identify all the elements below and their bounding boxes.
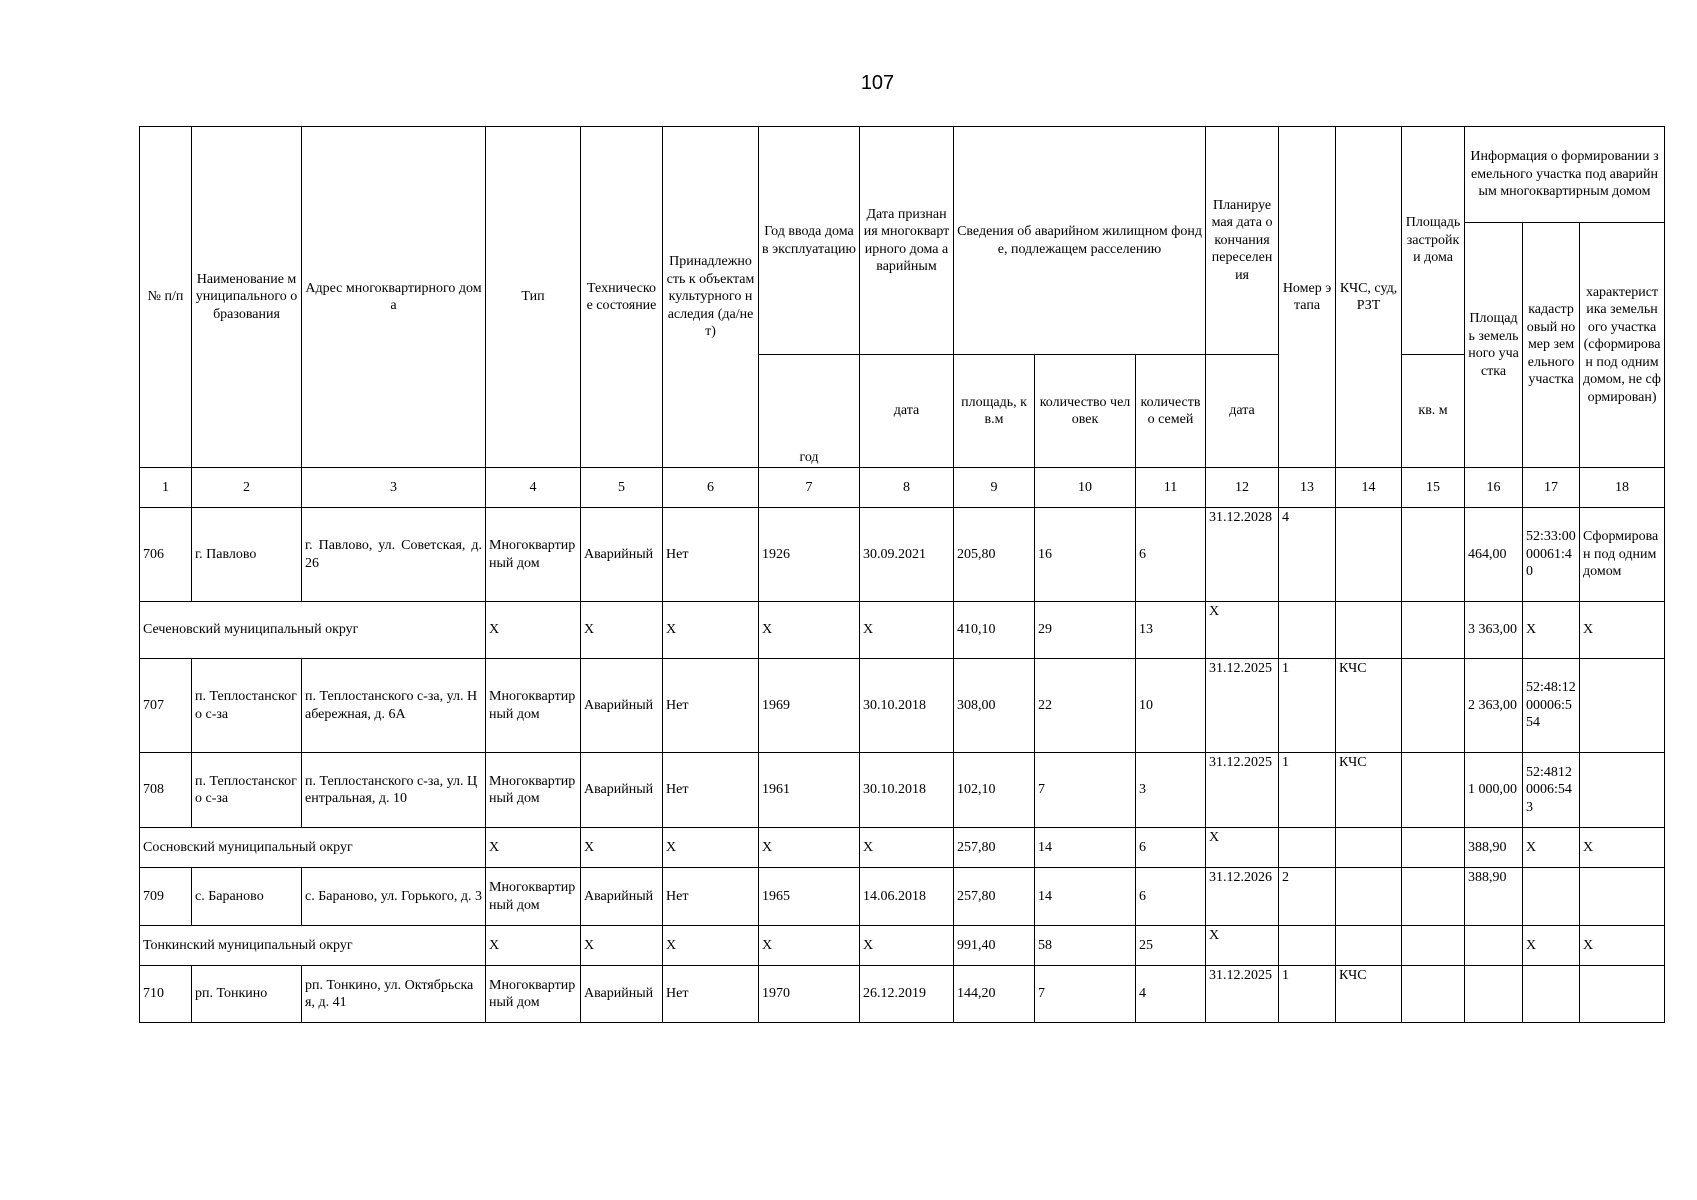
resettlement-date-cell: 31.12.2028 [1206, 508, 1279, 602]
families-cell: 3 [1136, 753, 1206, 828]
kchs-cell [1336, 508, 1402, 602]
recognition-date-cell: 14.06.2018 [860, 868, 954, 926]
recognition-date-cell: 30.10.2018 [860, 659, 954, 753]
header-subcell: дата [860, 355, 954, 468]
recognition-date-cell: 30.09.2021 [860, 508, 954, 602]
summary-cell: X [486, 926, 581, 966]
header-subcell: количество семей [1136, 355, 1206, 468]
land-area-cell: 2 363,00 [1465, 659, 1523, 753]
table-row [140, 753, 1665, 828]
building-area-cell [1402, 753, 1465, 828]
summary-cell: X [860, 828, 954, 868]
summary-cell: X [1523, 828, 1580, 868]
header-subcell: год [759, 355, 860, 468]
header-subcell: количество человек [1035, 355, 1136, 468]
land-area-cell: 1 000,00 [1465, 753, 1523, 828]
resettlement-date-cell: 31.12.2025 [1206, 659, 1279, 753]
area-cell: 205,80 [954, 508, 1035, 602]
summary-families-cell: 13 [1136, 602, 1206, 659]
row-number: 709 [140, 868, 192, 926]
summary-cell: X [1206, 828, 1279, 868]
year-cell: 1926 [759, 508, 860, 602]
district-summary-label: Сеченовский муниципальный округ [140, 602, 486, 659]
summary-row [140, 926, 1665, 966]
column-number: 18 [1580, 468, 1665, 508]
people-cell: 16 [1035, 508, 1136, 602]
summary-land-area-cell: 388,90 [1465, 828, 1523, 868]
summary-cell: X [581, 602, 663, 659]
column-number: 3 [302, 468, 486, 508]
summary-cell [1279, 926, 1336, 966]
column-number: 11 [1136, 468, 1206, 508]
column-number: 9 [954, 468, 1035, 508]
stage-cell: 4 [1279, 508, 1336, 602]
cadastral-number-cell: 52:33:0000061:40 [1523, 508, 1580, 602]
heritage-cell: Нет [663, 966, 759, 1023]
header-cell: Адрес многоквартирного дома [302, 127, 486, 468]
header-cell: кадастровый номер земельного участка [1523, 223, 1580, 468]
summary-people-cell: 29 [1035, 602, 1136, 659]
row-number: 710 [140, 966, 192, 1023]
condition-cell: Аварийный [581, 659, 663, 753]
column-number: 15 [1402, 468, 1465, 508]
type-cell: Многоквартирный дом [486, 508, 581, 602]
cadastral-number-cell [1523, 868, 1580, 926]
summary-cell: X [759, 602, 860, 659]
people-cell: 7 [1035, 966, 1136, 1023]
summary-cell: X [1206, 602, 1279, 659]
stage-cell: 1 [1279, 659, 1336, 753]
column-number: 16 [1465, 468, 1523, 508]
type-cell: Многоквартирный дом [486, 659, 581, 753]
families-cell: 4 [1136, 966, 1206, 1023]
summary-cell [1402, 828, 1465, 868]
header-subcell: кв. м [1402, 355, 1465, 468]
table-header-row [140, 127, 1665, 223]
address-cell: г. Павлово, ул. Советская, д. 26 [302, 508, 486, 602]
column-number: 4 [486, 468, 581, 508]
summary-families-cell: 25 [1136, 926, 1206, 966]
header-cell: № п/п [140, 127, 192, 468]
municipality-cell: п. Теплостанского с-за [192, 659, 302, 753]
header-cell: КЧС, суд, РЗТ [1336, 127, 1402, 468]
summary-land-area-cell [1465, 926, 1523, 966]
summary-people-cell: 58 [1035, 926, 1136, 966]
header-cell: характеристика земельного участка (сформирован под одним домом, не сформирован) [1580, 223, 1665, 468]
land-status-cell [1580, 659, 1665, 753]
kchs-cell: КЧС [1336, 659, 1402, 753]
land-area-cell [1465, 966, 1523, 1023]
header-cell: Принадлежность к объектам культурного наследия (да/нет) [663, 127, 759, 468]
land-status-cell: Сформирован под одним домом [1580, 508, 1665, 602]
row-number: 707 [140, 659, 192, 753]
area-cell: 144,20 [954, 966, 1035, 1023]
column-number: 6 [663, 468, 759, 508]
summary-cell: X [1523, 602, 1580, 659]
summary-row [140, 602, 1665, 659]
summary-cell [1402, 926, 1465, 966]
kchs-cell: КЧС [1336, 966, 1402, 1023]
summary-people-cell: 14 [1035, 828, 1136, 868]
district-summary-label: Тонкинский муниципальный округ [140, 926, 486, 966]
summary-cell: X [663, 828, 759, 868]
table-row [140, 966, 1665, 1023]
resettlement-date-cell: 31.12.2025 [1206, 753, 1279, 828]
header-cell: Площадь застройки дома [1402, 127, 1465, 355]
year-cell: 1965 [759, 868, 860, 926]
heritage-cell: Нет [663, 868, 759, 926]
area-cell: 257,80 [954, 868, 1035, 926]
type-cell: Многоквартирный дом [486, 966, 581, 1023]
summary-cell: X [1580, 926, 1665, 966]
municipality-cell: с. Бараново [192, 868, 302, 926]
families-cell: 6 [1136, 868, 1206, 926]
column-number: 2 [192, 468, 302, 508]
address-cell: п. Теплостанского с-за, ул. Центральная, д. 10 [302, 753, 486, 828]
summary-families-cell: 6 [1136, 828, 1206, 868]
summary-cell: X [1580, 602, 1665, 659]
column-number: 7 [759, 468, 860, 508]
summary-cell: X [759, 926, 860, 966]
summary-cell: X [581, 926, 663, 966]
summary-cell: X [860, 602, 954, 659]
summary-cell: X [860, 926, 954, 966]
column-number: 13 [1279, 468, 1336, 508]
land-area-cell: 464,00 [1465, 508, 1523, 602]
summary-cell: X [663, 926, 759, 966]
emergency-housing-table [139, 126, 1665, 1023]
year-cell: 1961 [759, 753, 860, 828]
recognition-date-cell: 30.10.2018 [860, 753, 954, 828]
heritage-cell: Нет [663, 659, 759, 753]
kchs-cell: КЧС [1336, 753, 1402, 828]
land-area-cell: 388,90 [1465, 868, 1523, 926]
condition-cell: Аварийный [581, 753, 663, 828]
summary-cell [1336, 926, 1402, 966]
summary-row [140, 828, 1665, 868]
condition-cell: Аварийный [581, 508, 663, 602]
municipality-cell: г. Павлово [192, 508, 302, 602]
summary-cell: X [759, 828, 860, 868]
summary-cell: X [1206, 926, 1279, 966]
summary-cell [1336, 602, 1402, 659]
summary-cell [1279, 602, 1336, 659]
land-status-cell [1580, 868, 1665, 926]
summary-cell [1336, 828, 1402, 868]
column-number: 10 [1035, 468, 1136, 508]
area-cell: 102,10 [954, 753, 1035, 828]
people-cell: 22 [1035, 659, 1136, 753]
header-cell: Дата признания многоквартирного дома аварийным [860, 127, 954, 355]
row-number: 706 [140, 508, 192, 602]
type-cell: Многоквартирный дом [486, 868, 581, 926]
header-cell: Тип [486, 127, 581, 468]
header-cell: Номер этапа [1279, 127, 1336, 468]
column-number: 1 [140, 468, 192, 508]
header-subcell: площадь, кв.м [954, 355, 1035, 468]
cadastral-number-cell [1523, 966, 1580, 1023]
column-number: 14 [1336, 468, 1402, 508]
summary-area-cell: 257,80 [954, 828, 1035, 868]
recognition-date-cell: 26.12.2019 [860, 966, 954, 1023]
condition-cell: Аварийный [581, 868, 663, 926]
area-cell: 308,00 [954, 659, 1035, 753]
address-cell: п. Теплостанского с-за, ул. Набережная, д. 6А [302, 659, 486, 753]
column-number: 12 [1206, 468, 1279, 508]
column-number-row [140, 468, 1665, 508]
stage-cell: 1 [1279, 753, 1336, 828]
land-status-cell [1580, 753, 1665, 828]
summary-cell: X [581, 828, 663, 868]
people-cell: 7 [1035, 753, 1136, 828]
summary-cell: X [486, 602, 581, 659]
row-number: 708 [140, 753, 192, 828]
address-cell: с. Бараново, ул. Горького, д. 3 [302, 868, 486, 926]
summary-cell [1402, 602, 1465, 659]
summary-cell: X [1580, 828, 1665, 868]
table-row [140, 508, 1665, 602]
summary-cell: X [1523, 926, 1580, 966]
header-cell: Площадь земельного участка [1465, 223, 1523, 468]
building-area-cell [1402, 966, 1465, 1023]
summary-area-cell: 410,10 [954, 602, 1035, 659]
type-cell: Многоквартирный дом [486, 753, 581, 828]
resettlement-date-cell: 31.12.2026 [1206, 868, 1279, 926]
building-area-cell [1402, 659, 1465, 753]
summary-land-area-cell: 3 363,00 [1465, 602, 1523, 659]
table-row [140, 659, 1665, 753]
building-area-cell [1402, 508, 1465, 602]
summary-cell: X [663, 602, 759, 659]
header-group-cell: Информация о формировании земельного участка под аварийным многоквартирным домом [1465, 127, 1665, 223]
cadastral-number-cell: 52:48120006:543 [1523, 753, 1580, 828]
header-cell: Год ввода дома в эксплуатацию [759, 127, 860, 355]
people-cell: 14 [1035, 868, 1136, 926]
summary-area-cell: 991,40 [954, 926, 1035, 966]
condition-cell: Аварийный [581, 966, 663, 1023]
year-cell: 1969 [759, 659, 860, 753]
cadastral-number-cell: 52:48:1200006:554 [1523, 659, 1580, 753]
kchs-cell [1336, 868, 1402, 926]
header-cell: Наименование муниципального образования [192, 127, 302, 468]
families-cell: 6 [1136, 508, 1206, 602]
column-number: 8 [860, 468, 954, 508]
district-summary-label: Сосновский муниципальный округ [140, 828, 486, 868]
stage-cell: 2 [1279, 868, 1336, 926]
families-cell: 10 [1136, 659, 1206, 753]
summary-cell: X [486, 828, 581, 868]
municipality-cell: п. Теплостанского с-за [192, 753, 302, 828]
header-subcell: дата [1206, 355, 1279, 468]
land-status-cell [1580, 966, 1665, 1023]
stage-cell: 1 [1279, 966, 1336, 1023]
year-cell: 1970 [759, 966, 860, 1023]
header-cell: Планируемая дата окончания переселения [1206, 127, 1279, 355]
heritage-cell: Нет [663, 753, 759, 828]
building-area-cell [1402, 868, 1465, 926]
summary-cell [1279, 828, 1336, 868]
column-number: 5 [581, 468, 663, 508]
header-group-cell: Сведения об аварийном жилищном фонде, подлежащем расселению [954, 127, 1206, 355]
table-row [140, 868, 1665, 926]
heritage-cell: Нет [663, 508, 759, 602]
column-number: 17 [1523, 468, 1580, 508]
header-cell: Техническое состояние [581, 127, 663, 468]
municipality-cell: рп. Тонкино [192, 966, 302, 1023]
resettlement-date-cell: 31.12.2025 [1206, 966, 1279, 1023]
page-number: 107 [860, 72, 895, 94]
address-cell: рп. Тонкино, ул. Октябрьская, д. 41 [302, 966, 486, 1023]
